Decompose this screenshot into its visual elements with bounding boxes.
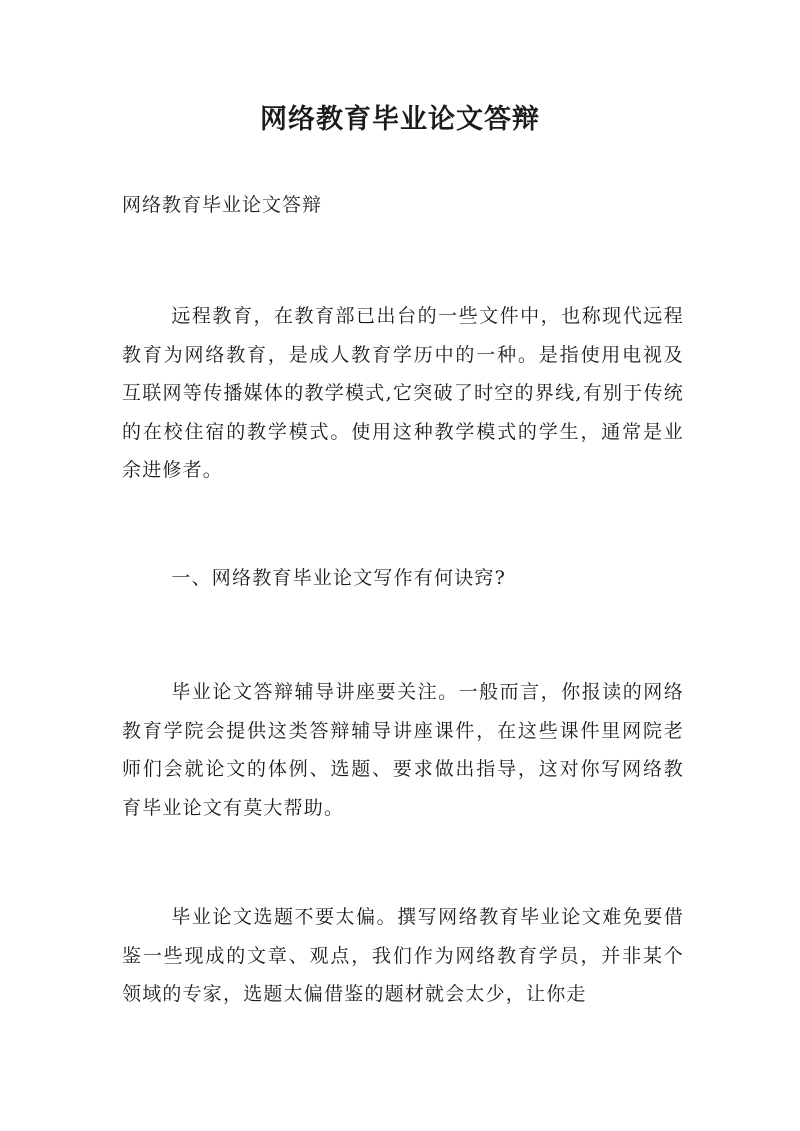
paragraph-intro: 远程教育，在教育部已出台的一些文件中，也称现代远程教育为网络教育，是成人教育学历中的一种。是指使用电视及互联网等传播媒体的教学模式,它突破了时空的界线,有别于传统的在校住宿的教学模式。使用这种教学模式的学生，通常是业余进修者。 xyxy=(122,305,684,481)
paragraph-topic: 毕业论文选题不要太偏。撰写网络教育毕业论文难免要借鉴一些现成的文章、观点，我们作为网络教育学员，并非某个领域的专家，选题太偏借鉴的题材就会太少，让你走 xyxy=(122,906,684,1005)
paragraph-lecture: 毕业论文答辩辅导讲座要关注。一般而言，你报读的网络教育学院会提供这类答辩辅导讲座课件，在这些课件里网院老师们会就论文的体例、选题、要求做出指导，这对你写网络教育毕业论文有莫大帮助。 xyxy=(122,681,684,819)
document-title: 网络教育毕业论文答辩 xyxy=(260,104,540,135)
document-subtitle: 网络教育毕业论文答辩 xyxy=(122,194,323,216)
section-heading: 一、网络教育毕业论文写作有何诀窍? xyxy=(171,567,506,589)
